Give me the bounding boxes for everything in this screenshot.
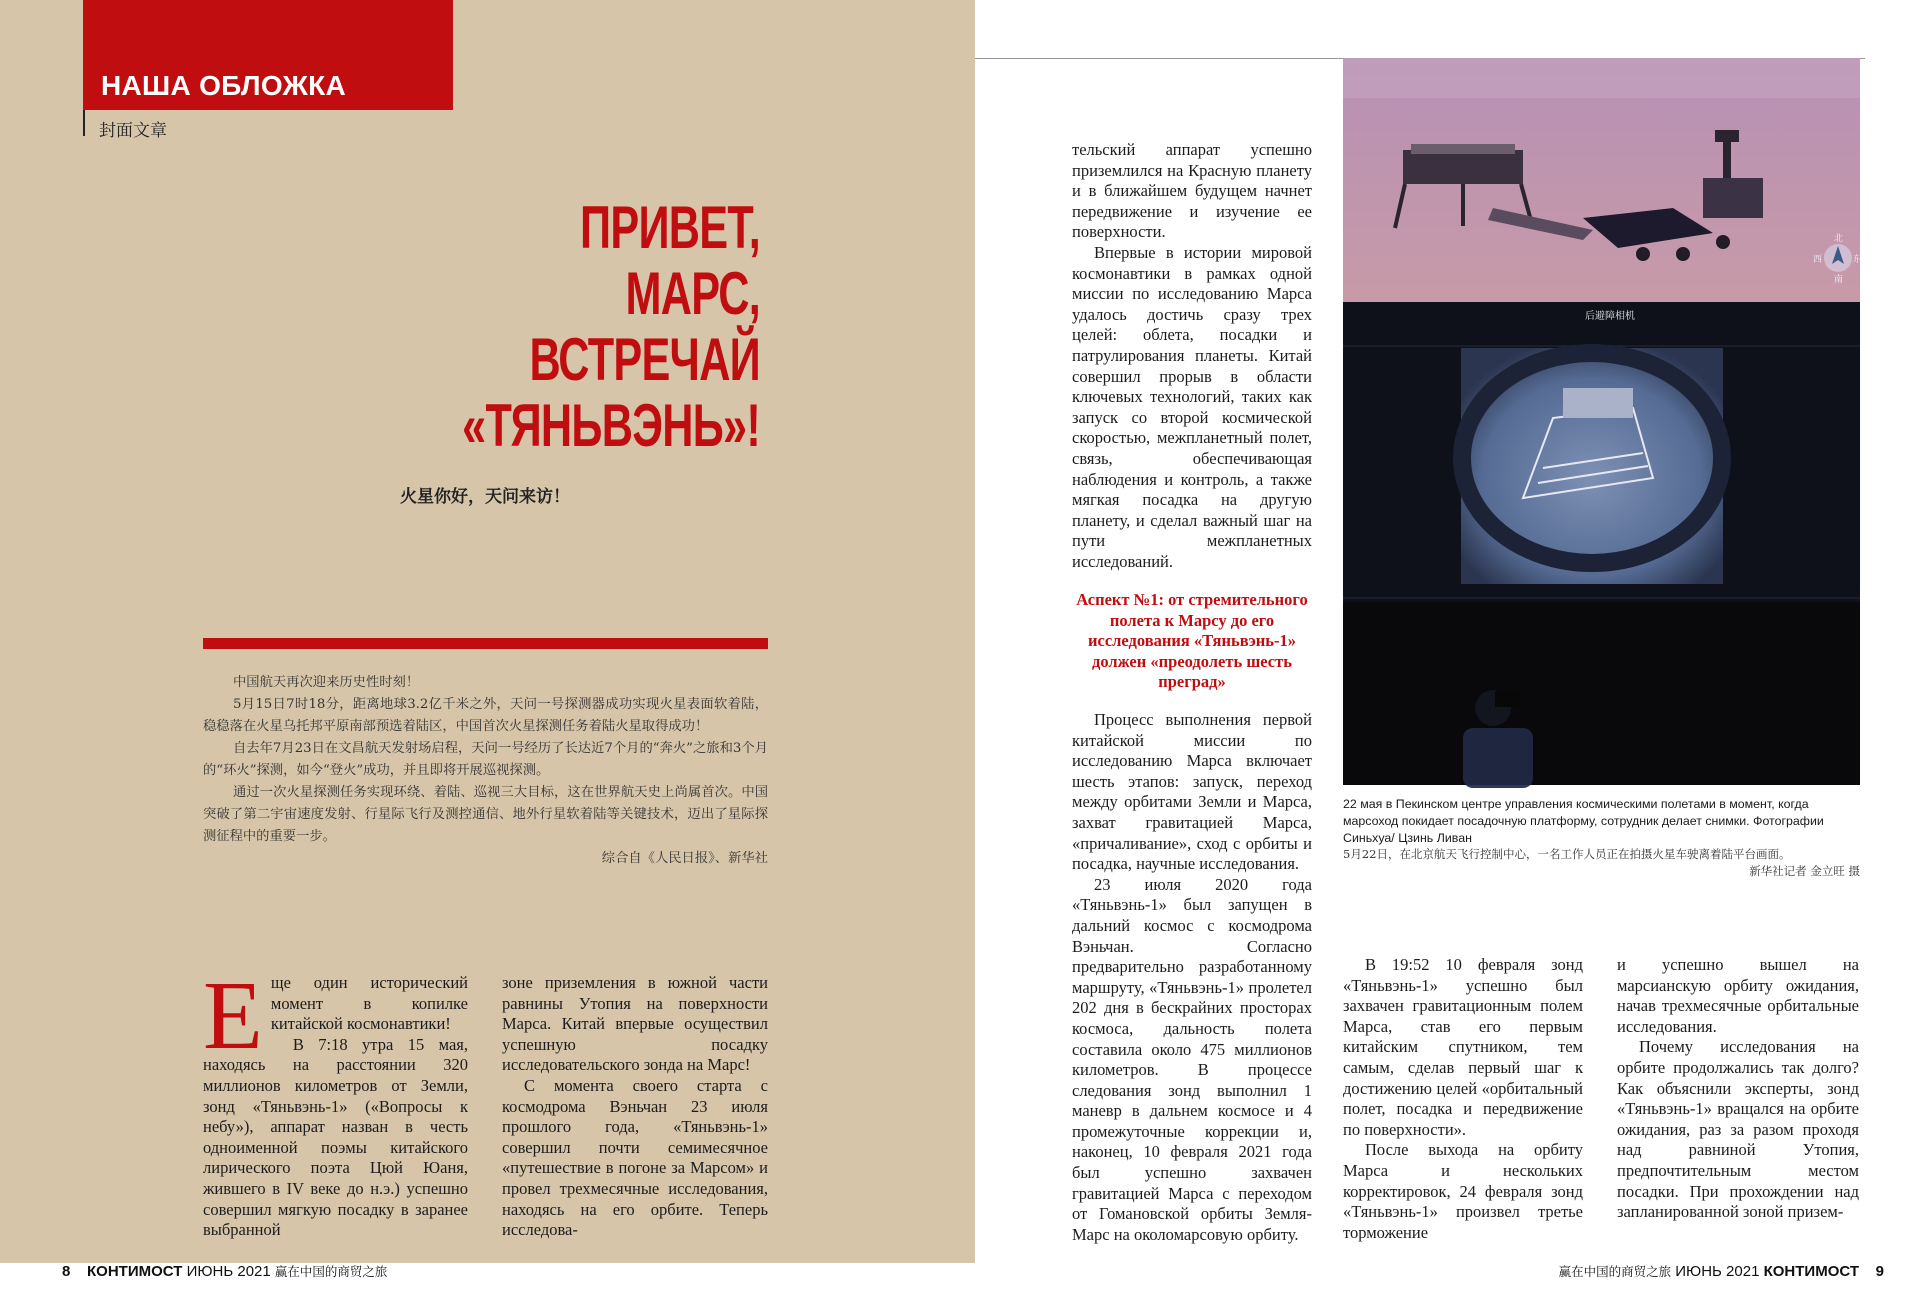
- summary-paragraph: 通过一次火星探测任务实现环绕、着陆、巡视三大目标，这在世界航天史上尚属首次。中国突破了第二宇宙速度发射、行星际飞行及测控通信、地外行星软着陆等关键技术，迈出了星际探测征程中的重要一步。: [203, 785, 768, 844]
- left-page: [0, 0, 975, 1263]
- summary-paragraph: 5月15日7时18分，距离地球3.2亿千米之外，天问一号探测器成功实现火星表面软着陆，稳稳落在火星乌托邦平原南部预选着陆区，中国首次火星探测任务着陆火星取得成功！: [203, 697, 768, 734]
- compass-south: 南: [1834, 275, 1844, 285]
- paragraph: В 19:52 10 февраля зонд «Тяньвэнь-1» успешно был захвачен гравитационным полем Марса, став его первым китайским спутником, тем самым, сделав первый шаг к достижению целей «орбитальный полет, посадка и передвижение по поверхности».: [1343, 955, 1583, 1139]
- caption-cn-text: 5月22日，在北京航天飞行控制中心，一名工作人员正在拍摄火星车驶离着陆平台画面。: [1343, 847, 1791, 861]
- drop-cap: Е: [203, 962, 263, 1070]
- headline: [414, 195, 760, 459]
- paragraph: В 7:18 утра 15 мая, находясь на расстоянии 320 миллионов километров от Земли, зонд «Тяньвэнь-1» («Вопросы к небу»), аппарат назван в честь одноименной поэмы китайского лирического поэта Цюй Юаня, жившего в IV веке до н.э.) успешно совершил мягкую посадку в заранее выбранной: [203, 1034, 468, 1240]
- paragraph: Процесс выполнения первой китайской миссии по исследованию Марса включает шесть этапов: запуск, переход между орбитами Земли и Марса, захват гравитацией Марса, «причаливание», сход с орбиты и посадка, научные исследования.: [1072, 710, 1312, 874]
- caption-cn-credit: 新华社记者 金立旺 摄: [1749, 864, 1860, 878]
- paragraph: После выхода на орбиту Марса и нескольких корректировок, 24 февраля зонд «Тяньвэнь-1» произвел третье торможение: [1343, 1140, 1583, 1242]
- slogan-cn: 赢在中国的商贸之旅: [274, 1264, 388, 1279]
- article-column-3b: [1072, 710, 1312, 1245]
- section-label: НАША ОБЛОЖКА: [101, 70, 347, 101]
- paragraph: С момента своего старта с космодрома Вэньчан 23 июля прошлого года, «Тяньвэнь-1» совершил почти семимесячное «путешествие в погоне за Марсом» и провел трехмесячные исследования, находясь на его орбите. Теперь исследова-: [502, 1075, 768, 1240]
- article-column-3: [1072, 140, 1312, 572]
- compass-west: 西: [1813, 255, 1823, 265]
- paragraph: и успешно вышел на марсианскую орбиту ожидания, начав трехмесячные орбитальные исследования.: [1617, 955, 1859, 1036]
- section-divider: [83, 110, 85, 136]
- chinese-summary: [203, 672, 768, 870]
- slogan-cn: 赢在中国的商贸之旅: [1558, 1264, 1672, 1279]
- photo-illustration: [1343, 58, 1863, 785]
- headline-line: «ТЯНЬВЭНЬ»!: [462, 392, 760, 459]
- page-number: 9: [1875, 1263, 1884, 1280]
- headline-line: ВСТРЕЧАЙ: [529, 326, 760, 393]
- article-column-2: [502, 973, 768, 1241]
- compass-east: 东: [1853, 255, 1863, 265]
- article-column-5: [1617, 955, 1859, 1223]
- paragraph: Почему исследования на орбите продолжались так долго? Как объяснили эксперты, зонд «Тяньвэнь-1» вращался на орбите ожидания, раз за разом проходя над равниной Утопия, предпочтительным местом посадки. При прохождении над запланированной зоной призем-: [1617, 1037, 1859, 1222]
- red-divider-bar: [203, 638, 768, 649]
- section-tab: [83, 0, 453, 110]
- headline-line: ПРИВЕТ,: [580, 194, 760, 261]
- mission-control-photo: [1343, 58, 1863, 785]
- subheadline-cn: 火星你好，天问来访！: [400, 487, 570, 507]
- paragraph: ще один исторический момент в копилке китайской космонавтики!: [270, 973, 468, 1034]
- photo-caption-ru: 22 мая в Пекинском центре управления космическими полетами в момент, когда марсоход покидает посадочную платформу, сотрудник делает снимки. Фотографии Синьхуа/ Цзинь Ливан: [1343, 797, 1824, 845]
- headline-line: МАРС,: [625, 260, 760, 327]
- summary-source: 综合自《人民日报》、新华社: [601, 851, 768, 866]
- summary-paragraph: 自去年7月23日在文昌航天发射场启程，天问一号经历了长达近7个月的“奔火”之旅和3个月的“环火”探测，如今“登火”成功，并且即将开展巡视探测。: [203, 741, 768, 778]
- photo-caption-cn: [1343, 846, 1860, 880]
- page-number: 8: [62, 1263, 71, 1280]
- summary-paragraph: 中国航天再次迎来历史性时刻！: [233, 675, 420, 690]
- magazine-brand: КОНТИМОСТ: [87, 1263, 183, 1280]
- issue-date: ИЮНЬ 2021: [186, 1263, 271, 1280]
- article-column-1: [203, 962, 468, 1241]
- footer-left: [62, 1262, 387, 1284]
- issue-date: ИЮНЬ 2021: [1675, 1263, 1760, 1280]
- paragraph: 23 июля 2020 года «Тяньвэнь-1» был запущен в дальний космос с космодрома Вэньчан. Согласно предварительно разработанному маршруту, «Тяньвэнь-1» пролетел 202 дня в бескрайних просторах космоса, дальность полета составила около 475 миллионов километров. В процессе следования зонд выполнил 1 маневр в дальнем космосе и 4 промежуточные коррекции и, наконец, 10 февраля 2021 года был успешно захвачен гравитацией Марса с переходом от Гомановской орбиты Земля-Марс на околомарсовую орбиту.: [1072, 874, 1312, 1244]
- article-column-4: [1343, 955, 1583, 1243]
- compass-north: 北: [1834, 234, 1844, 244]
- paragraph: Впервые в истории мировой космонавтики в рамках одной миссии по исследованию Марса удалось достичь сразу трех целей: облета, посадки и патрулирования планеты. Китай совершил прорыв в области ключевых технологий, таких как запуск со второй космической скоростью, межпланетный полет, связь, обеспечивающая наблюдения и контроль, а также мягкая посадка на другую планету, и сделал важный шаг на пути межпланетных исследований.: [1072, 242, 1312, 571]
- footer-right: [1559, 1262, 1884, 1284]
- paragraph: зоне приземления в южной части равнины Утопия на поверхности Марса. Китай впервые осуществил успешную посадку исследовательского зонда на Марс!: [502, 973, 768, 1075]
- section-subtitle-cn: 封面文章: [99, 121, 167, 141]
- aspect-heading: Аспект №1: от стремительного полета к Марсу до его исследования «Тяньвэнь-1» должен «преодолеть шесть преград»: [1076, 590, 1308, 692]
- screen-label: 后避障相机: [1585, 311, 1635, 322]
- lander-top-view: [1563, 388, 1633, 418]
- magazine-brand: КОНТИМОСТ: [1763, 1263, 1859, 1280]
- paragraph: тельский аппарат успешно приземлился на Красную планету и в ближайшем будущем начнет передвижение и изучение ее поверхности.: [1072, 140, 1312, 242]
